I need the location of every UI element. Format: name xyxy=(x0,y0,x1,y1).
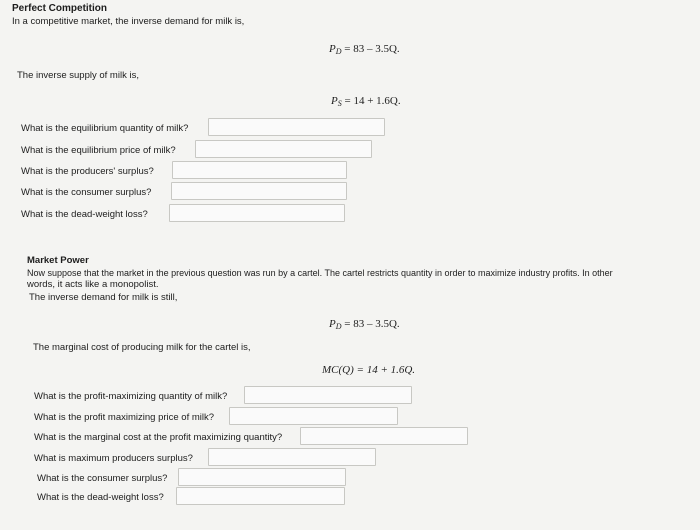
section2-intro-line2: words, it acts like a monopolist. xyxy=(27,279,159,290)
section1-intro: In a competitive market, the inverse demand for milk is, xyxy=(12,16,245,27)
answer-max-producers-surplus[interactable] xyxy=(208,448,376,466)
mc-equation: MC(Q) = 14 + 1.6Q. xyxy=(322,364,416,376)
question-producers-surplus: What is the producers' surplus? xyxy=(21,166,154,177)
answer-marginal-cost[interactable] xyxy=(300,427,468,445)
section2-intro-line1: Now suppose that the market in the previous question was run by a cartel. The cartel restricts quantity in order to maximize industry profits. In other xyxy=(27,268,613,278)
supply-intro: The inverse supply of milk is, xyxy=(17,70,139,81)
answer-deadweight-loss[interactable] xyxy=(169,204,345,222)
cartel-demand-equation xyxy=(329,318,400,331)
answer-profit-max-price[interactable] xyxy=(229,407,398,425)
mc-intro: The marginal cost of producing milk for the cartel is, xyxy=(33,342,251,353)
question-cartel-deadweight-loss: What is the dead-weight loss? xyxy=(37,492,164,503)
section1-title: Perfect Competition xyxy=(12,3,108,14)
question-consumer-surplus: What is the consumer surplus? xyxy=(21,187,152,198)
question-profit-max-quantity: What is the profit-maximizing quantity of milk? xyxy=(34,391,228,402)
answer-profit-max-quantity[interactable] xyxy=(244,386,412,404)
answer-producers-surplus[interactable] xyxy=(172,161,347,179)
question-equilibrium-quantity: What is the equilibrium quantity of milk? xyxy=(21,123,189,134)
answer-cartel-deadweight-loss[interactable] xyxy=(176,487,345,505)
demand-eq-lhs: P xyxy=(329,43,336,55)
cartel-demand-eq-sub: D xyxy=(335,322,342,331)
question-marginal-cost: What is the marginal cost at the profit maximizing quantity? xyxy=(34,432,283,443)
supply-equation xyxy=(331,95,401,108)
supply-eq-rhs: = 14 + 1.6Q. xyxy=(341,95,401,107)
question-equilibrium-price: What is the equilibrium price of milk? xyxy=(21,145,176,156)
question-max-producers-surplus: What is maximum producers surplus? xyxy=(34,453,193,464)
section2-title: Market Power xyxy=(27,255,89,266)
demand-equation xyxy=(329,43,400,56)
cartel-demand-eq-rhs: = 83 – 3.5Q. xyxy=(341,318,400,330)
question-profit-max-price: What is the profit maximizing price of milk? xyxy=(34,412,215,423)
answer-equilibrium-quantity[interactable] xyxy=(208,118,385,136)
answer-equilibrium-price[interactable] xyxy=(195,140,372,158)
answer-consumer-surplus[interactable] xyxy=(171,182,347,200)
supply-eq-lhs: P xyxy=(331,95,338,107)
demand-eq-sub: D xyxy=(335,47,342,56)
answer-cartel-consumer-surplus[interactable] xyxy=(178,468,346,486)
question-deadweight-loss: What is the dead-weight loss? xyxy=(21,209,148,220)
demand-eq-rhs: = 83 – 3.5Q. xyxy=(341,43,400,55)
question-cartel-consumer-surplus: What is the consumer surplus? xyxy=(37,473,168,484)
supply-eq-sub: S xyxy=(337,99,342,108)
cartel-demand-eq-lhs: P xyxy=(329,318,336,330)
section2-intro-line3: The inverse demand for milk is still, xyxy=(29,292,178,303)
